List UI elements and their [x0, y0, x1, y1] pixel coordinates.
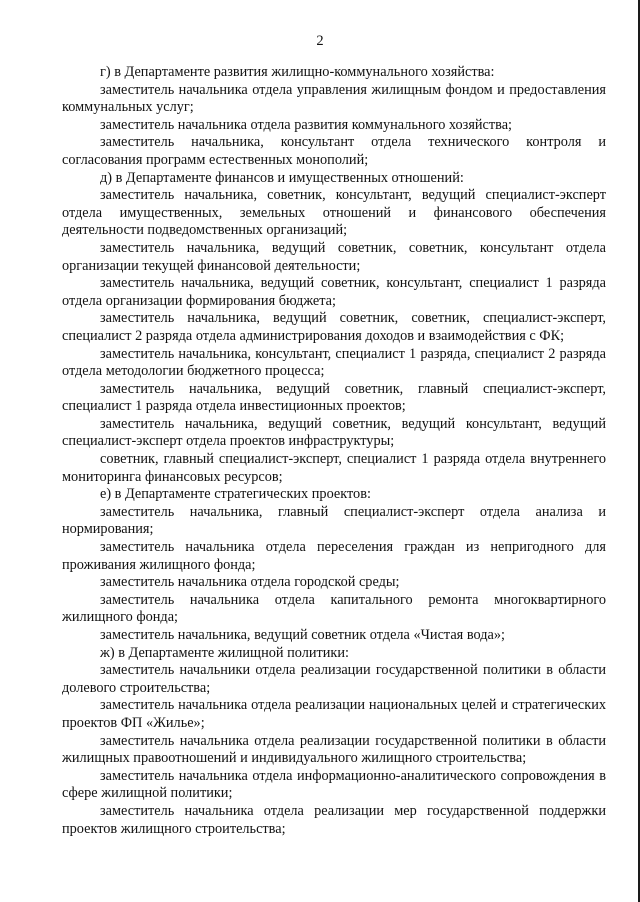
- paragraph: заместитель начальника, советник, консультант, ведущий специалист-эксперт отдела имущественных, земельных отношений и финансового обеспечения деятельности подведомственных организаций;: [62, 187, 606, 239]
- paragraph: заместитель начальника отдела реализации мер государственной поддержки проектов жилищного строительства;: [62, 802, 606, 837]
- paragraph: заместитель начальника, главный специалист-эксперт отдела анализа и нормирования;: [62, 503, 606, 538]
- paragraph: г) в Департаменте развития жилищно-коммунального хозяйства:: [100, 64, 495, 80]
- paragraph: заместитель начальника отдела городской среды;: [100, 574, 400, 591]
- paragraph: заместитель начальника отдела реализации национальных целей и стратегических проектов ФП «Жилье»;: [62, 697, 606, 731]
- paragraph: заместитель начальника, ведущий советник, главный специалист-эксперт, специалист 1 разряда отдела инвестиционных проектов;: [62, 380, 606, 415]
- paragraph: ж) в Департаменте жилищной политики:: [100, 644, 349, 661]
- paragraph: заместитель начальника отдела информационно-аналитического сопровождения в сфере жилищной политики;: [62, 767, 606, 802]
- paragraph: заместитель начальника, консультант, специалист 1 разряда, специалист 2 разряда отдела методологии бюджетного процесса;: [62, 345, 606, 380]
- paragraph: заместитель начальника, консультант отдела технического контроля и согласования программ естественных монополий;: [62, 134, 606, 168]
- paragraph: д) в Департаменте финансов и имущественных отношений:: [100, 169, 464, 186]
- paragraph: заместитель начальника отдела управления жилищным фондом и предоставления коммунальных услуг;: [62, 81, 606, 116]
- page-number: 2: [316, 33, 324, 49]
- paragraph: заместитель начальника отдела развития коммунального хозяйства;: [100, 116, 513, 133]
- document-body: [62, 64, 606, 838]
- paragraph: заместитель начальника отдела капитального ремонта многоквартирного жилищного фонда;: [62, 591, 606, 626]
- paragraph: заместитель начальника, ведущий советник, ведущий консультант, ведущий специалист-эксперт отдела проектов инфраструктуры;: [62, 415, 606, 450]
- paragraph: заместитель начальника, ведущий советник, советник, специалист-эксперт, специалист 2 разряда отдела администрирования доходов и взаимодействия с ФК;: [62, 310, 606, 344]
- paragraph: заместитель начальники отдела реализации государственной политики в области долевого строительства;: [62, 662, 606, 696]
- paragraph: заместитель начальника, ведущий советник, советник, консультант отдела организации текущей финансовой деятельности;: [62, 239, 606, 274]
- paragraph: заместитель начальника, ведущий советник, консультант, специалист 1 разряда отдела организации формирования бюджета;: [62, 275, 606, 309]
- paragraph: советник, главный специалист-эксперт, специалист 1 разряда отдела внутреннего мониторинга финансовых ресурсов;: [62, 451, 606, 485]
- paragraph: е) в Департаменте стратегических проектов:: [100, 486, 371, 503]
- paragraph: заместитель начальника отдела реализации государственной политики в области жилищных правоотношений и индивидуального жилищного строительства;: [62, 732, 606, 767]
- paragraph: заместитель начальника отдела переселения граждан из непригодного для проживания жилищного фонда;: [62, 539, 606, 573]
- paragraph: заместитель начальника, ведущий советник отдела «Чистая вода»;: [100, 627, 505, 643]
